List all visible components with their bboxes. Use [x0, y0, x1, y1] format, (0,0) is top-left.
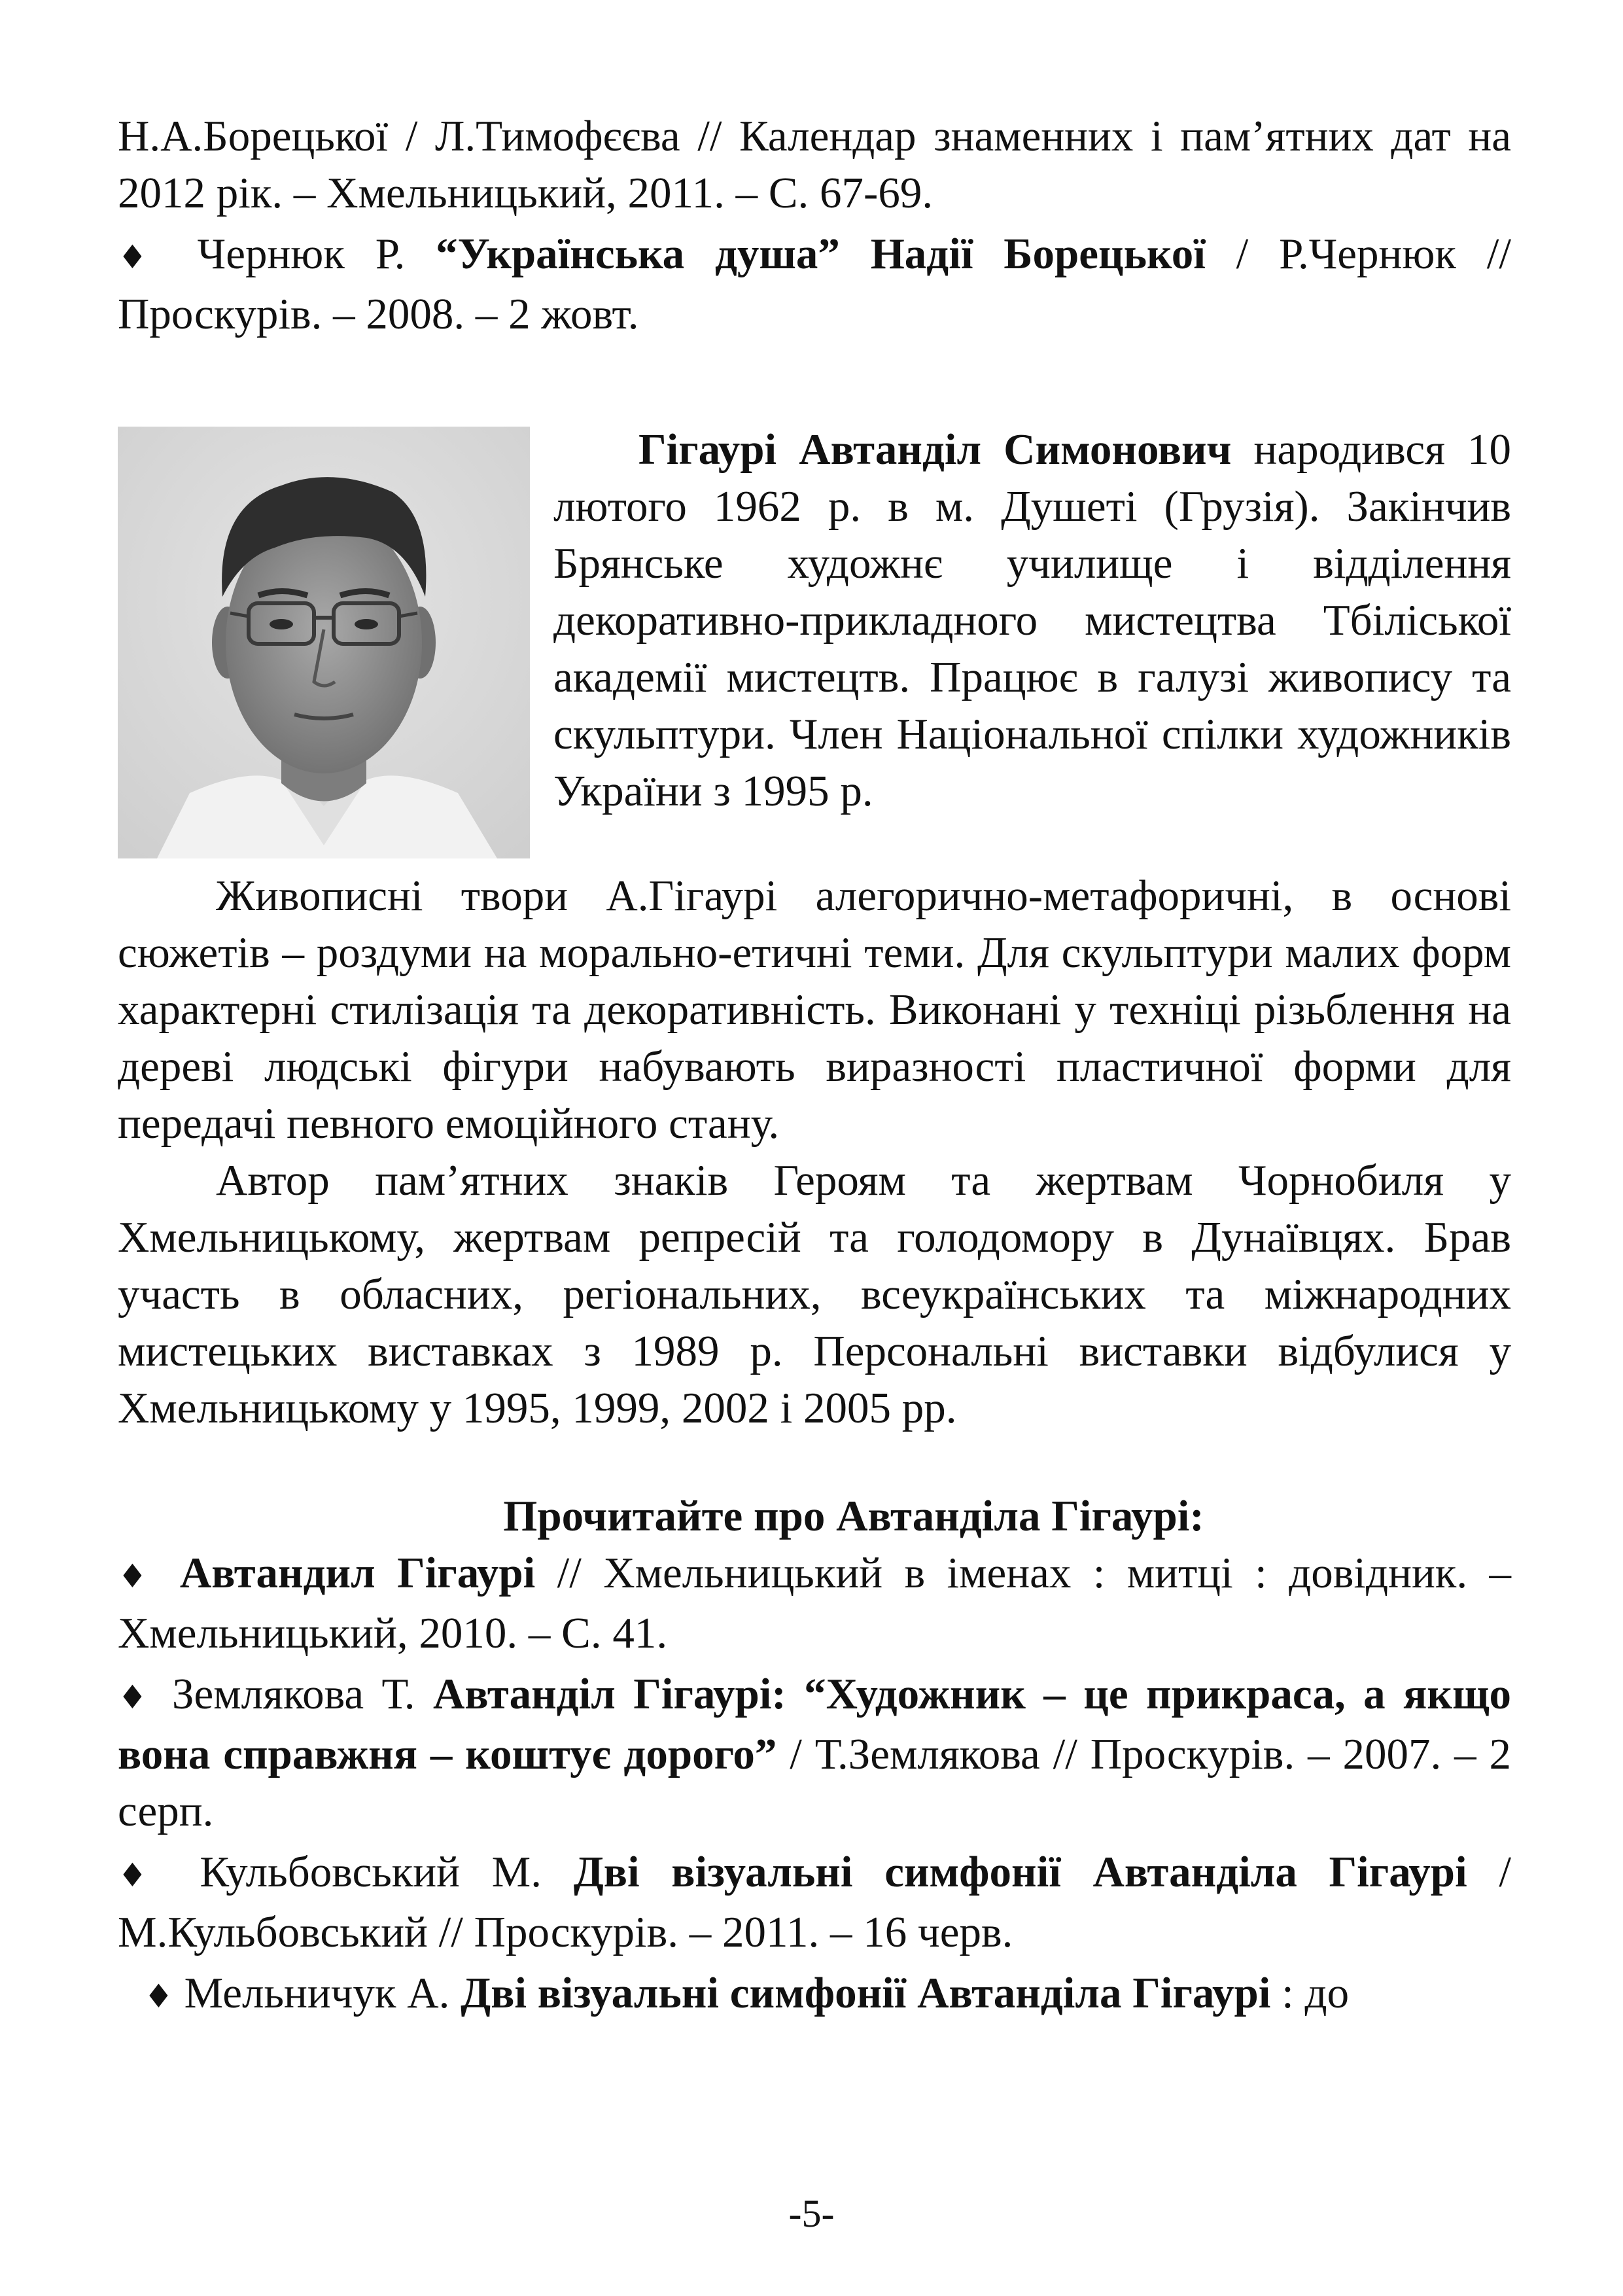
reading-list-item — [118, 1545, 1511, 1662]
item-source: / М.Кульбовський // Проскурів. – 2011. – 16 черв. — [118, 1848, 1511, 1956]
bullet-icon: ♦ — [118, 1557, 158, 1595]
item-title: Автанділ Гігаурі: “Художник – це прикраса, а якщо вона справжня – коштує дорого” — [118, 1670, 1512, 1778]
bullet-icon: ♦ — [118, 1856, 168, 1894]
item-title: Дві візуальні симфонії Автанділа Гігаурі — [573, 1848, 1467, 1896]
body-paragraph: Живописні твори А.Гігаурі алегорично-метафоричні, в основі сюжетів – роздуми на морально-етичні теми. Для скульптури малих форм характерні стилізація та декоративність. Виконані у техніці різьблення на дереві людські фігури набувають виразності пластичної форми для передачі певного емоційного стану. — [118, 872, 1511, 1148]
item-title: Дві візуальні симфонії Автанділа Гігаурі — [461, 1969, 1271, 2017]
reference-source: / Р.Чернюк // Проскурів. – 2008. – 2 жовт. — [118, 230, 1511, 338]
bullet-icon: ♦ — [144, 1977, 173, 2015]
item-author: Землякова Т. — [154, 1670, 433, 1718]
item-source: : до — [1270, 1969, 1350, 2017]
reading-list-item — [118, 1844, 1511, 1961]
bullet-icon: ♦ — [118, 238, 167, 276]
person-name: Гігаурі Автанділ Симонович — [638, 425, 1232, 474]
reference-item — [118, 226, 1511, 343]
page-number: -5- — [788, 2192, 835, 2235]
reading-list-heading: Прочитайте про Автанділа Гігаурі: — [503, 1492, 1204, 1540]
item-prefix — [158, 1549, 179, 1597]
reading-list-item — [118, 1965, 1511, 2025]
reference-author: Чернюк Р. — [166, 230, 436, 278]
reference-title: “Українська душа” Надії Борецької — [436, 230, 1206, 278]
item-author: Кульбовський М. — [167, 1848, 574, 1896]
body-paragraph: Автор пам’ятних знаків Героям та жертвам Чорнобиля у Хмельницькому, жертвам репресій та голодомору в Дунаївцях. Брав участь в обласних, регіональних, всеукраїнських та міжнародних мистецьких виставках з 1989 р. Персональні виставки відбулися у Хмельницькому у 1995, 1999, 2002 і 2005 рр. — [118, 1156, 1511, 1432]
reference-continued: Н.А.Борецької / Л.Тимофєєва // Календар знаменних і пам’ятних дат на 2012 рік. – Хмельницький, 2011. – С. 67-69. — [118, 112, 1511, 217]
portrait-photo — [118, 427, 530, 858]
biography-section — [118, 421, 1511, 868]
page-content — [118, 108, 1511, 2025]
item-source: // Хмельницький в іменах : митці : довідник. – Хмельницький, 2010. – С. 41. — [118, 1549, 1512, 1657]
biography-body: народився 10 лютого 1962 р. в м. Душеті (Грузія). Закінчив Брянське художнє училище і відділення декоративно-прикладного мистецтва Тбіліської академії мистецтв. Працює в галузі живопису та скульптури. Член Національної спілки художників України з 1995 р. — [553, 425, 1511, 815]
item-source: / Т.Землякова // Проскурів. – 2007. – 2 серп. — [118, 1730, 1511, 1835]
reading-list-item — [118, 1666, 1511, 1840]
bullet-icon: ♦ — [118, 1678, 154, 1716]
item-author: Мельничук А. — [173, 1969, 461, 2017]
item-title: Автандил Гігаурі — [179, 1549, 536, 1597]
